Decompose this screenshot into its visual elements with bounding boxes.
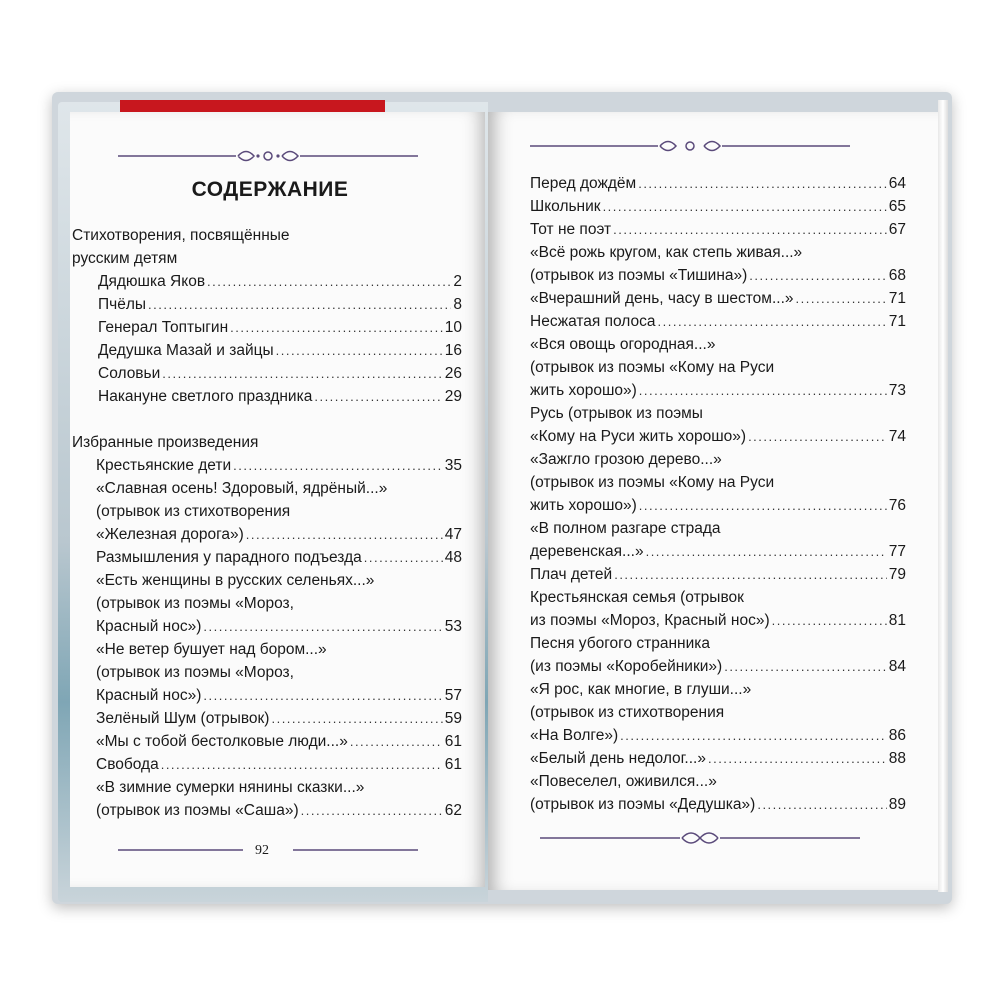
toc-entry (530, 356, 906, 379)
toc-entry (72, 454, 462, 477)
section-heading (72, 431, 462, 454)
entry-page-number: 53 (444, 618, 462, 635)
entry-title: Размышления у парадного подъезда (96, 549, 362, 566)
entry-title: Плач детей (530, 566, 613, 583)
entry-page-number: 73 (888, 382, 906, 399)
entry-page-number: 74 (888, 428, 906, 445)
toc-entry (530, 195, 906, 218)
entry-title: Дядюшка Яков (98, 273, 206, 290)
leader-dots (620, 724, 887, 747)
page-number: 92 (255, 843, 269, 858)
entry-title: (отрывок из поэмы «Саша») (96, 802, 299, 819)
entry-title: жить хорошо») (530, 382, 637, 399)
toc-entry (530, 632, 906, 655)
entry-page-number: 77 (888, 543, 906, 560)
leader-dots (613, 218, 887, 241)
entry-title: «Железная дорога») (96, 526, 244, 543)
leader-dots (246, 523, 443, 546)
entry-title: (отрывок из поэмы «Мороз, (96, 664, 294, 681)
heading-line: русским детям (72, 250, 178, 267)
toc-entry (530, 655, 906, 678)
entry-page-number: 76 (888, 497, 906, 514)
entry-page-number: 81 (888, 612, 906, 629)
entry-title: (отрывок из стихотворения (530, 704, 725, 721)
toc-entry (72, 776, 462, 799)
entry-page-number: 35 (444, 457, 462, 474)
entry-page-number: 10 (444, 319, 462, 336)
toc-entry (530, 310, 906, 333)
entry-title: Тот не поэт (530, 221, 612, 238)
leader-dots (757, 793, 886, 816)
entry-page-number: 48 (444, 549, 462, 566)
toc-entry (530, 517, 906, 540)
entry-title: «Славная осень! Здоровый, ядрёный...» (96, 480, 388, 497)
leader-dots (233, 454, 443, 477)
leader-dots (796, 287, 887, 310)
leader-dots (207, 270, 451, 293)
entry-title: Перед дождём (530, 175, 637, 192)
entry-title: Накануне светлого праздника (98, 388, 313, 405)
heading-line: Стихотворения, посвящённые (72, 227, 290, 244)
entry-title: (отрывок из поэмы «Кому на Руси (530, 474, 775, 491)
entry-page-number: 59 (444, 710, 462, 727)
entry-title: Свобода (96, 756, 159, 773)
entry-page-number: 67 (888, 221, 906, 238)
toc-entry (530, 793, 906, 816)
entry-title: «Зажгло грозою дерево...» (530, 451, 722, 468)
toc-entry (530, 586, 906, 609)
entry-page-number: 64 (888, 175, 906, 192)
entry-page-number: 26 (444, 365, 462, 382)
leader-dots (230, 316, 443, 339)
toc-entry (72, 293, 462, 316)
toc-right (530, 172, 906, 816)
entry-title: «Не ветер бушует над бором...» (96, 641, 327, 658)
entry-page-number: 71 (888, 290, 906, 307)
entry-title: «Всё рожь кругом, как степь живая...» (530, 244, 803, 261)
toc-entry (530, 218, 906, 241)
leader-dots (350, 730, 443, 753)
toc-entry (72, 799, 462, 822)
entry-title: Крестьянская семья (отрывок (530, 589, 744, 606)
toc-left (72, 224, 462, 822)
leader-dots (708, 747, 887, 770)
leader-dots (639, 379, 887, 402)
toc-entry (530, 333, 906, 356)
entry-title: «Повеселел, оживился...» (530, 773, 717, 790)
entry-title: (отрывок из стихотворения (96, 503, 291, 520)
entry-title: «Вся овощь огородная...» (530, 336, 716, 353)
toc-entry (530, 402, 906, 425)
entry-title: Песня убогого странника (530, 635, 710, 652)
entry-page-number: 61 (444, 733, 462, 750)
leader-dots (162, 362, 442, 385)
toc-entry (72, 684, 462, 707)
entry-title: Соловьи (98, 365, 161, 382)
leader-dots (314, 385, 442, 408)
leader-dots (614, 563, 887, 586)
entry-title: деревенская...» (530, 543, 644, 560)
leader-dots (772, 609, 887, 632)
toc-entry (72, 270, 462, 293)
entry-page-number: 89 (888, 796, 906, 813)
toc-entry (530, 678, 906, 701)
toc-entry (530, 540, 906, 563)
toc-entry (72, 569, 462, 592)
heading-line: Избранные произведения (72, 434, 259, 451)
entry-title: Дедушка Мазай и зайцы (98, 342, 274, 359)
toc-entry (530, 379, 906, 402)
entry-title: Красный нос») (96, 618, 202, 635)
entry-title: Красный нос») (96, 687, 202, 704)
entry-title: «В зимние сумерки нянины сказки...» (96, 779, 365, 796)
toc-entry (530, 724, 906, 747)
entry-page-number: 84 (888, 658, 906, 675)
entry-page-number: 79 (888, 566, 906, 583)
leader-dots (301, 799, 443, 822)
entry-page-number: 57 (444, 687, 462, 704)
leader-dots (271, 707, 442, 730)
toc-entry (530, 770, 906, 793)
top-ornament-right-icon (530, 136, 850, 160)
entry-title: «Вчерашний день, часу в шестом...» (530, 290, 794, 307)
toc-entry (72, 615, 462, 638)
entry-title: (из поэмы «Коробейники») (530, 658, 723, 675)
entry-page-number: 8 (453, 296, 462, 313)
section-heading (72, 224, 462, 247)
toc-entry (72, 316, 462, 339)
leader-dots (203, 684, 442, 707)
bottom-ornament-right-icon (540, 828, 860, 852)
entry-title: «Я рос, как многие, в глуши...» (530, 681, 752, 698)
top-ornament-left-icon (118, 146, 418, 170)
toc-entry (72, 546, 462, 569)
leader-dots (203, 615, 442, 638)
entry-title: «Есть женщины в русских селеньях...» (96, 572, 375, 589)
leader-dots (276, 339, 443, 362)
entry-title: жить хорошо») (530, 497, 637, 514)
toc-entry (72, 592, 462, 615)
entry-title: Зелёный Шум (отрывок) (96, 710, 270, 727)
entry-page-number: 86 (888, 727, 906, 744)
entry-title: «На Волге») (530, 727, 619, 744)
leader-dots (749, 264, 886, 287)
toc-entry (72, 523, 462, 546)
entry-title: (отрывок из поэмы «Дедушка») (530, 796, 756, 813)
toc-entry (530, 609, 906, 632)
toc-entry (530, 471, 906, 494)
entry-title: (отрывок из поэмы «Мороз, (96, 595, 294, 612)
leader-dots (161, 753, 443, 776)
leader-dots (724, 655, 887, 678)
page-title: СОДЕРЖАНИЕ (191, 178, 349, 201)
toc-entry (530, 287, 906, 310)
entry-page-number: 16 (444, 342, 462, 359)
entry-title: Пчёлы (98, 296, 147, 313)
leader-dots (639, 494, 887, 517)
toc-entry (530, 172, 906, 195)
entry-page-number: 65 (888, 198, 906, 215)
entry-title: Русь (отрывок из поэмы (530, 405, 703, 422)
leader-dots (646, 540, 887, 563)
entry-title: «Белый день недолог...» (530, 750, 706, 767)
toc-entry (72, 477, 462, 500)
entry-page-number: 62 (444, 802, 462, 819)
entry-page-number: 2 (453, 273, 462, 290)
entry-page-number: 29 (444, 388, 462, 405)
entry-title: из поэмы «Мороз, Красный нос») (530, 612, 770, 629)
toc-entry (530, 494, 906, 517)
entry-title: Генерал Топтыгин (98, 319, 229, 336)
toc-entry (72, 638, 462, 661)
leader-dots (603, 195, 887, 218)
toc-entry (72, 339, 462, 362)
toc-entry (72, 661, 462, 684)
toc-entry (72, 385, 462, 408)
toc-entry (72, 500, 462, 523)
entry-page-number: 88 (888, 750, 906, 767)
toc-entry (530, 425, 906, 448)
leader-dots (638, 172, 887, 195)
toc-entry (530, 241, 906, 264)
toc-entry (530, 701, 906, 724)
entry-page-number: 61 (444, 756, 462, 773)
toc-entry (530, 448, 906, 471)
toc-entry (72, 707, 462, 730)
entry-title: Несжатая полоса (530, 313, 656, 330)
toc-entry (72, 730, 462, 753)
entry-title: «Мы с тобой бестолковые люди...» (96, 733, 348, 750)
toc-entry (72, 753, 462, 776)
entry-title: (отрывок из поэмы «Тишина») (530, 267, 748, 284)
leader-dots (148, 293, 451, 316)
toc-entry (530, 747, 906, 770)
leader-dots (748, 425, 887, 448)
entry-page-number: 47 (444, 526, 462, 543)
entry-page-number: 71 (888, 313, 906, 330)
section-heading (72, 247, 462, 270)
entry-page-number: 68 (888, 267, 906, 284)
leader-dots (658, 310, 887, 333)
toc-entry (72, 362, 462, 385)
leader-dots (364, 546, 443, 569)
entry-title: Школьник (530, 198, 601, 215)
entry-title: (отрывок из поэмы «Кому на Руси (530, 359, 775, 376)
toc-entry (530, 264, 906, 287)
entry-title: «В полном разгаре страда (530, 520, 721, 537)
toc-entry (530, 563, 906, 586)
page-edges (938, 100, 948, 892)
entry-title: Крестьянские дети (96, 457, 232, 474)
entry-title: «Кому на Руси жить хорошо») (530, 428, 747, 445)
